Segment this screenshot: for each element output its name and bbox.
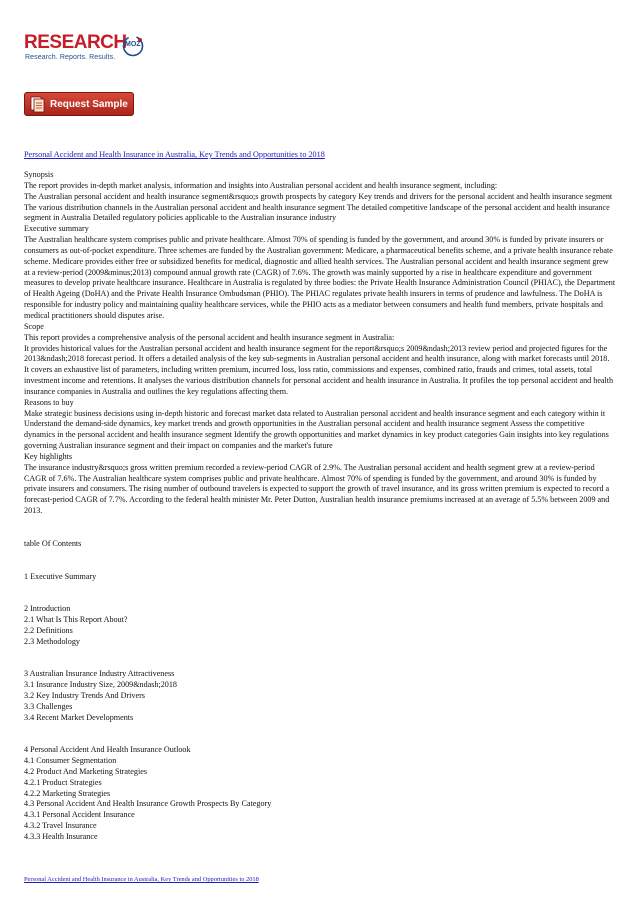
paragraph: Make strategic business decisions using in-depth historic and forecast market data related to Australian personal accident and health insurance segment and each category within it Understand the demand-side dynamics, key market trends and growth opportunities in the Australian personal accident and health insurance segment Assess the competitive dynamics in the personal accident and health insurance segment Identify the growth opportunities and market dynamics in key product categories Gain insights into key regulations governing Australian insurance segment and their impact on companies and the market's future [24,408,609,451]
paragraph: The Australian healthcare system comprises public and private healthcare. Almost 70% of spending is funded by the government, and around 30% is funded by private insurers or consumers as out-of-pocket expenditure. Three schemes are funded by the Australian government: Medicare, a pharmaceutical benefits scheme, and a private health insurance rebate scheme. Medicare provides either free or subsidized benefits for medical, diagnostic and allied health services. The Australian personal accident and health insurance segment grew at a review-period (2009&minus;2013) compound annual growth rate (CAGR) of 7.6%. The growth was mainly supported by a rise in healthcare expenditure and government measures to develop private healthcare insurance. Healthcare in Australia is regulated by three bodies: the Private Health Insurance Administration Council (PHIAC), the Department of Health Ageing (DoHA) and the Private Health Insurance Ombudsman (PHIO). The PHIAC regulates private health insurers in terms of prudence and lawfulness. The DoHA is responsible for industry policy and maintaining quality healthcare services, while the PHIO acts as a mediator between consumers and health fund members, private hospitals and medical practitioners should disputes arise. [24,235,616,320]
document-icon [30,96,45,113]
paragraph: The Australian personal accident and health insurance segment&rsquo;s growth prospects by category Key trends and drivers for the personal accident and health insurance segment The various distribution channels in the Australian personal accident and health insurance segment The detailed competitive landscape of the personal accident and health insurance segment in Australia Detailed regulatory policies applicable to the Australian insurance industry [24,191,613,223]
toc-item: 2.2 Definitions [24,625,73,635]
toc-item: 3.2 Key Industry Trends And Drivers [24,690,145,700]
toc-section-2 [24,604,616,647]
toc-section-3 [24,669,616,723]
toc-section-1 [24,572,616,583]
logo-tagline: Research. Reports. Results. [25,54,116,61]
toc-item: 3 Australian Insurance Industry Attractiveness [24,669,175,679]
toc-section-4 [24,745,616,843]
report-title-link[interactable]: Personal Accident and Health Insurance in Australia, Key Trends and Opportunities to 2018 [24,150,325,159]
footer-report-link[interactable]: Personal Accident and Health Insurance in Australia, Key Trends and Opportunities to 2018 [24,876,259,883]
toc-item: 4.1 Consumer Segmentation [24,756,117,766]
toc-item: 4.3 Personal Accident And Health Insurance Growth Prospects By Category [24,799,272,809]
request-sample-label: Request Sample [50,98,128,110]
report-description [24,170,616,517]
section-heading-reasons-to-buy: Reasons to buy [24,397,74,407]
toc-item: 2 Introduction [24,604,71,614]
table-of-contents [24,531,616,843]
logo-moz-badge [122,35,144,57]
paragraph: The insurance industry&rsquo;s gross written premium recorded a review-period CAGR of 2.9%. The Australian personal accident and health segment grew at a review-period CAGR of 7.6%. The Australian healthcare system comprises public and private healthcare. Almost 70% of spending is funded by the government, and around 30% is funded by private insurers and consumers. The rising number of outbound travelers is expected to support the growth of travel insurance, and its gross written premium is expected to record a forecast-period CAGR of 7.7%. According to the federal health minister Mr. Peter Dutton, Australian health insurance premiums increased at an average of 5.5% between 2009 and 2013. [24,462,610,516]
toc-item: 4.2.2 Marketing Strategies [24,788,111,798]
toc-item: 2.3 Methodology [24,636,80,646]
toc-item: 4.2.1 Product Strategies [24,777,102,787]
researchmoz-logo [24,32,141,63]
logo-moz-text: MOZ [125,41,141,48]
section-heading-scope: Scope [24,321,44,331]
toc-item: 4.2 Product And Marketing Strategies [24,766,147,776]
toc-item: 3.3 Challenges [24,701,73,711]
toc-item: 3.1 Insurance Industry Size, 2009&ndash;2018 [24,680,177,690]
logo-wordmark: RESEARCH [24,32,127,53]
toc-item: 4.3.1 Personal Accident Insurance [24,810,135,820]
request-sample-button[interactable] [24,92,134,116]
toc-item: 4 Personal Accident And Health Insurance Outlook [24,745,191,755]
paragraph: It provides historical values for the Australian personal accident and health insurance segment for the report&rsquo;s 2009&ndash;2013 review period and projected figures for the 2013&ndash;2018 forecast period. It offers a detailed analysis of the key sub-segments in Australian personal accident and health insurance, along with market forecasts until 2018. It covers an exhaustive list of parameters, including written premium, incurred loss, loss ratio, commissions and expenses, combined ratio, frauds and crimes, total assets, total investment income and retentions. It analyses the various distribution channels for personal accident and health insurance in Australia. It profiles the top personal accident and health insurance companies in Australia and outlines the key regulations affecting them. [24,343,614,396]
paragraph: This report provides a comprehensive analysis of the personal accident and health insurance segment in Australia: [24,332,395,342]
toc-heading: table Of Contents [24,539,82,549]
toc-item: 1 Executive Summary [24,571,97,581]
section-heading-synopsis: Synopsis [24,170,54,179]
section-heading-executive-summary: Executive summary [24,224,89,234]
toc-item: 4.3.2 Travel Insurance [24,821,97,831]
toc-item: 4.3.3 Health Insurance [24,831,98,841]
toc-item: 2.1 What Is This Report About? [24,615,128,625]
toc-item: 3.4 Recent Market Developments [24,712,134,722]
paragraph: The report provides in-depth market analysis, information and insights into Australian personal accident and health insurance segment, including: [24,180,498,190]
section-heading-key-highlights: Key highlights [24,451,73,461]
